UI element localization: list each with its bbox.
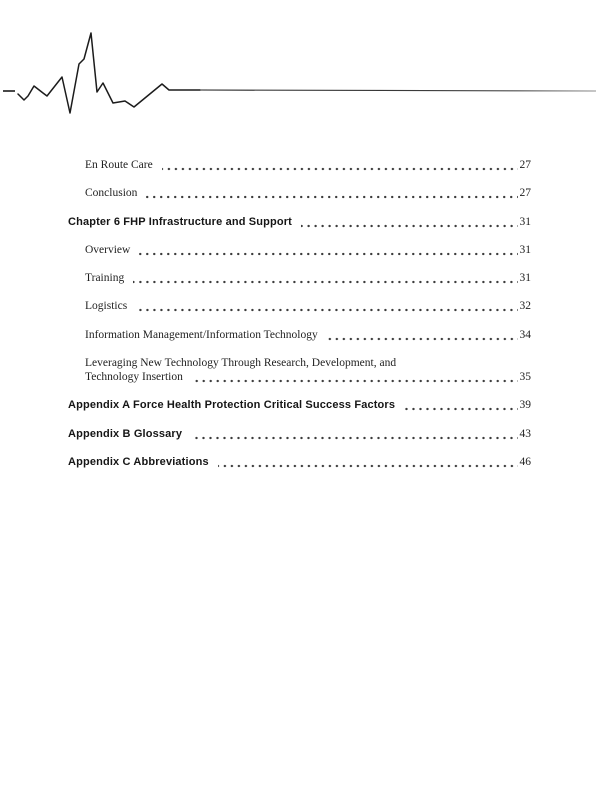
dot-leader	[404, 407, 517, 411]
toc-entry-label-line1: Leveraging New Technology Through Research, Development, and	[85, 357, 397, 370]
toc-entry-label-line2: Technology Insertion	[85, 371, 183, 384]
toc-entry-chapter	[68, 215, 531, 229]
dot-leader	[146, 195, 517, 199]
ekg-heartbeat-graphic	[0, 0, 611, 130]
toc-entry-page: 34	[519, 328, 531, 341]
dot-leader	[191, 436, 517, 440]
dot-leader	[162, 167, 518, 171]
toc-entry	[68, 328, 531, 342]
toc-entry-page: 46	[519, 455, 531, 468]
toc-entry-label: Appendix B Glossary	[68, 427, 183, 440]
toc-entry-page: 31	[519, 272, 531, 285]
toc-entry-page: 27	[519, 159, 531, 171]
toc-entry-label: Appendix C Abbreviations	[68, 455, 209, 468]
ekg-trace	[18, 33, 200, 113]
dot-leader	[139, 252, 517, 256]
toc-entry-label: Training	[85, 272, 125, 285]
dot-leader	[136, 308, 517, 312]
toc-entry	[68, 271, 531, 285]
toc-entry-appendix	[68, 398, 531, 412]
toc-entry-label: Logistics	[85, 300, 128, 313]
dot-leader	[218, 464, 518, 468]
toc-entry-label: Appendix A Force Health Protection Critical Success Factors	[68, 399, 396, 412]
toc-entry-label: Information Management/Information Technology	[85, 328, 318, 341]
dot-leader	[133, 280, 517, 284]
toc-entry-appendix	[68, 427, 531, 441]
toc-entry-page: 35	[519, 371, 531, 384]
toc-entry-appendix	[68, 455, 531, 469]
toc-entry	[68, 243, 531, 257]
toc-entry-page: 31	[519, 215, 531, 228]
toc-entry	[68, 186, 531, 200]
toc-entry-label: Conclusion	[85, 187, 138, 200]
toc-entry-page: 32	[519, 300, 531, 313]
ekg-baseline	[200, 90, 596, 91]
table-of-contents	[68, 158, 531, 483]
toc-entry-page: 31	[519, 243, 531, 256]
dot-leader	[327, 337, 518, 341]
toc-entry-page: 43	[519, 427, 531, 440]
dot-leader	[192, 379, 518, 383]
toc-entry	[68, 158, 531, 172]
toc-entry-page: 27	[519, 187, 531, 200]
dot-leader	[301, 224, 518, 228]
toc-entry-two-line	[68, 356, 531, 384]
toc-entry-label: En Route Care	[85, 159, 153, 171]
toc-entry-page: 39	[519, 399, 531, 412]
toc-entry	[68, 299, 531, 313]
toc-entry-label: Overview	[85, 243, 131, 256]
toc-entry-label: Chapter 6 FHP Infrastructure and Support	[68, 215, 292, 228]
